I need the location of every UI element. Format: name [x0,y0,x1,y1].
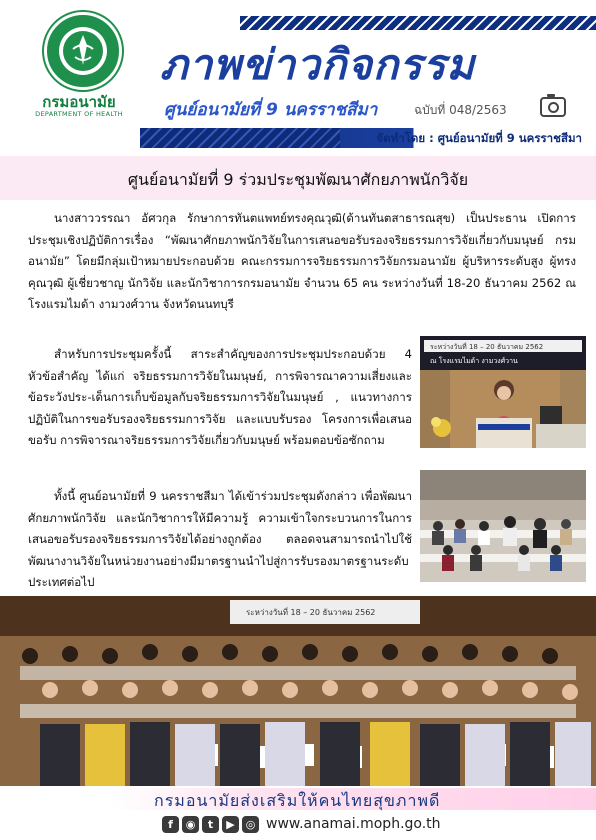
website-link[interactable]: www.anamai.moph.go.th [266,816,441,832]
social-icons [162,816,259,833]
department-name-thai: กรมอนามัย [42,93,116,111]
department-name-english: DEPARTMENT OF HEALTH [35,110,123,118]
group-banner-text: ระหว่างวันที่ 18 – 20 ธันวาคม 2562 [246,608,376,617]
photo-speaker-podium [420,336,586,448]
slogan-text: กรมอนามัยส่งเสริมให้คนไทยสุขภาพดี [154,791,441,810]
banner-text-1: ระหว่างวันที่ 18 – 20 ธันวาคม 2562 [430,343,544,351]
instagram-icon[interactable]: ◎ [242,816,259,833]
issue-number: ฉบับที่ 048/2563 [414,103,507,117]
paragraph-1: นางสาววรรณา อัศวกุล รักษาการทันตแพทย์ทรงคุณวุฒิ(ด้านทันตสาธารณสุข) เป็นประธาน เปิดการประชุมเชิงปฏิบัติการเรื่อง “พัฒนาศักยภาพนักวิจัยในการเสนอขอรับรองจริยธรรมการวิจัยเกี่ยวกับมนุษย์ กรมอนามัย” โดยมีกลุ่มเป้าหมายประกอบด้วย คณะกรรมการจริยธรรมการวิจัยกรมอนามัย ผู้บริหารระดับสูง ผู้ทรงคุณวุฒิ ผู้เชี่ยวชาญ นักวิจัย และนักวิชาการกรมอนามัย จำนวน 65 คน ระหว่างวันที่ 18-20 ธันวาคม 2562 ณ โรงแรมไมด้า งามวงศ์วาน จังหวัดนนทบุรี [28,211,576,311]
article-title: ศูนย์อนามัยที่ 9 ร่วมประชุมพัฒนาศักยภาพนักวิจัย [127,170,469,189]
header-bar-stripe [140,128,340,148]
facebook-icon[interactable]: f [162,816,179,833]
line-icon[interactable]: ◉ [182,816,199,833]
organizer-credit: จัดทำโดย : ศูนย์อนามัยที่ 9 นครราชสีมา [376,131,582,145]
page-subtitle: ศูนย์อนามัยที่ 9 นครราชสีมา [164,100,378,120]
banner-text-2: ณ โรงแรมไมด้า งามวงศ์วาน [430,357,518,365]
department-logo [44,12,122,90]
photo-group [0,596,596,786]
photo-meeting-room [420,470,586,582]
header-stripe [240,16,596,30]
twitter-icon[interactable]: t [202,816,219,833]
youtube-icon[interactable]: ▶ [222,816,239,833]
paragraph-2: สำหรับการประชุมครั้งนี้ สาระสำคัญของการประชุมประกอบด้วย 4 หัวข้อสำคัญ ได้แก่ จริยธรรมการวิจัยในมนุษย์, การพิจารณาความเสี่ยงและข้อระวังประ-เด็นการเก็บข้อมูลกับจริยธรรมการวิจัยในมนุษย์ , แนวทางการปฏิบัติในการขอรับรองจริยธรรมการวิจัย และแบบรับรอง โครงการเพื่อเสนอขอรับ การพิจารณาจริยธรรมการวิจัยเกี่ยวกับมนุษย์ พร้อมตอบข้อซักถาม [28,347,412,447]
page-headline: ภาพข่าวกิจกรรม [160,40,476,89]
paragraph-3: ทั้งนี้ ศูนย์อนามัยที่ 9 นครราชสีมา ได้เข้าร่วมประชุมดังกล่าว เพื่อพัฒนาศักยภาพนักวิจัย และนักวิชาการให้มีความรู้ ความเข้าใจกระบวนการในการเสนอขอรับรองจริยธรรมการวิจัยได้อย่างถูกต้อง ตลอดจนสามารถนำไปใช้พัฒนางานวิจัยในหน่วยงานอย่างมีมาตรฐานนำไปสู่การรับรองมาตรฐานระดับประเทศต่อไป [28,489,412,589]
camera-icon [540,97,566,117]
